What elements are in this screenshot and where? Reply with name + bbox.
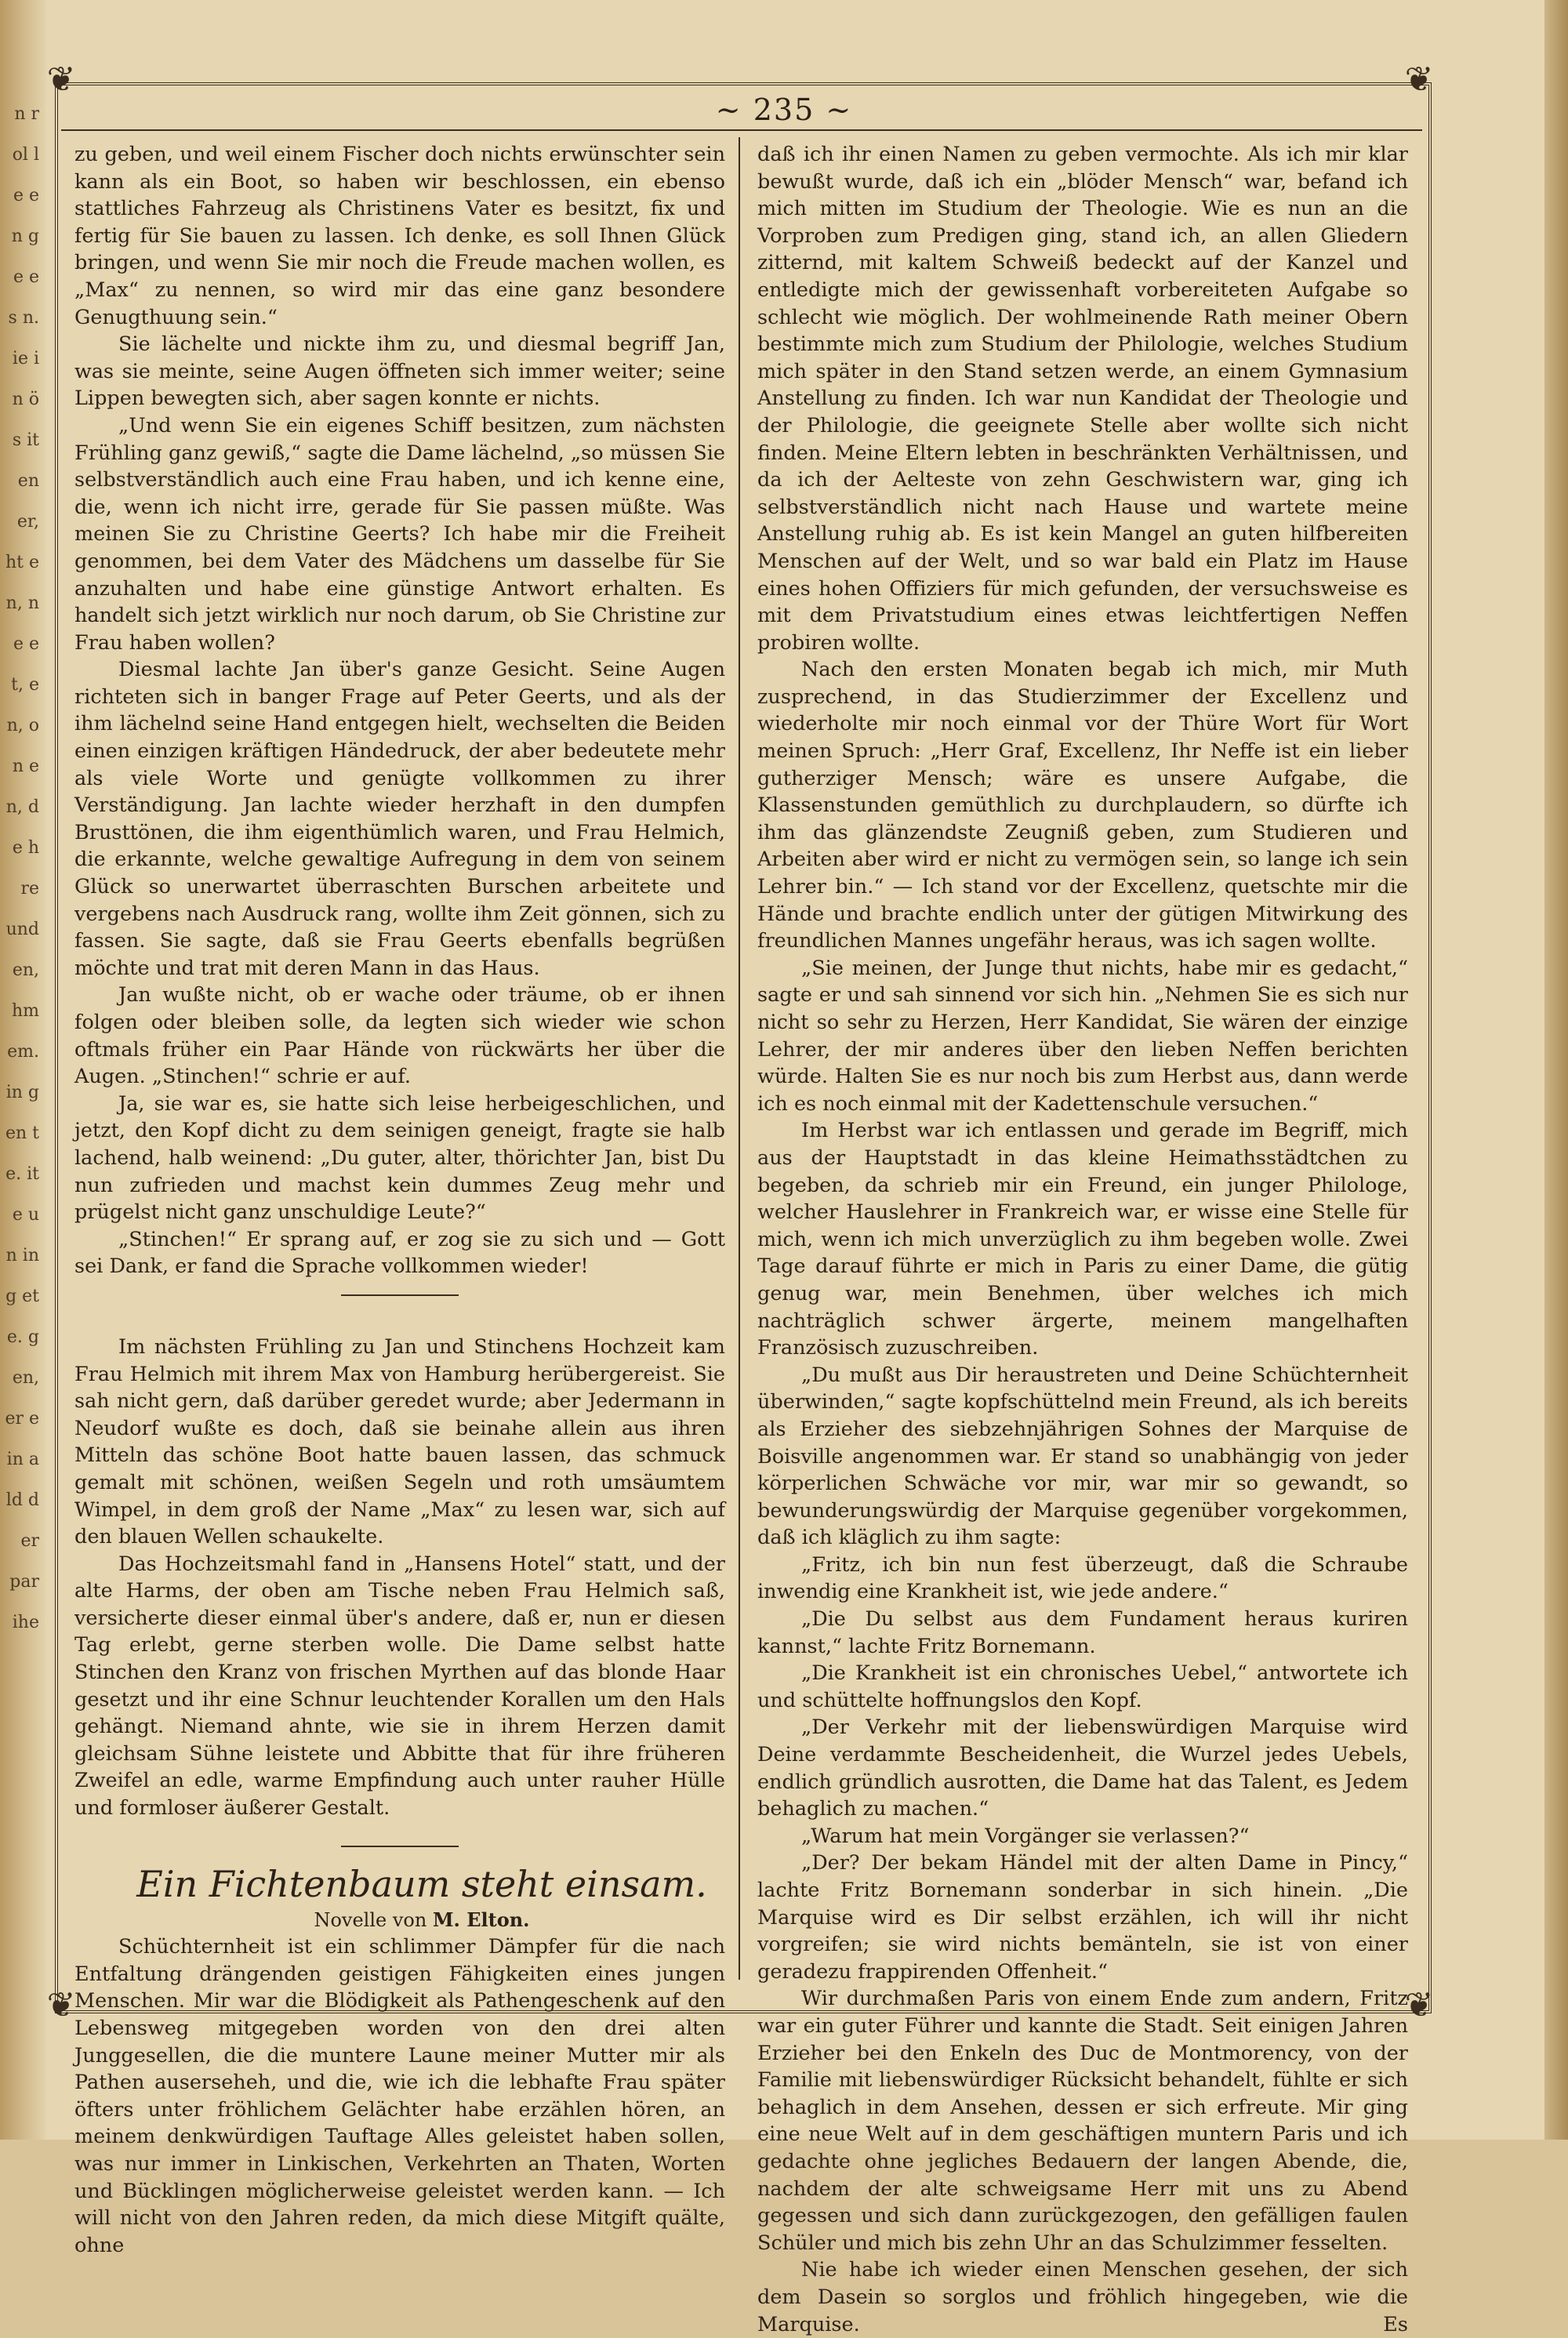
byline-author: M. Elton. xyxy=(432,1908,530,1931)
section-separator xyxy=(341,1846,459,1847)
page-header xyxy=(0,93,1568,127)
header-rule xyxy=(61,129,1422,131)
column-divider xyxy=(739,137,740,1980)
paragraph: Im Herbst war ich entlassen und gerade im Begriff, mich aus der Hauptstadt in das kleine Heimathsstädtchen zu begeben, da schrieb mir ein Freund, ein junger Philologe, welcher Hauslehrer in Frankreich war, er wisse eine Stelle für mich, wenn ich mich unverzüglich zu ihm begeben wolle. Zwei Tage darauf führte er mich in Paris zu einer Dame, die gütig genug war, mein Benehmen, über welches ich mich nachträglich schwer ärgerte, meinem mangelhaften Französisch zuzuschreiben. xyxy=(757,1119,1408,1360)
paragraph: „Sie meinen, der Junge thut nichts, habe mir es gedacht,“ sagte er und sah sinnend vor sich hin. „Nehmen Sie es sich nur nicht so sehr zu Herzen, Herr Kandidat, Sie wären der einzige Lehrer, der mir anderes über den lieben Neffen berichten würde. Halten Sie es nur noch bis zum Herbst aus, dann werde ich es noch einmal mit der Kadettenschule versuchen.“ xyxy=(757,956,1408,1116)
story-byline xyxy=(74,1907,725,1934)
adjacent-page-gutter xyxy=(0,0,45,2140)
paragraph: Im nächsten Frühling zu Jan und Stinchens Hochzeit kam Frau Helmich mit ihrem Max von Hamburg herübergereist. Sie sah nicht gern, daß darüber geredet wurde; aber Jedermann in Neudorf wußte es doch, daß sie beinahe allein aus ihren Mitteln das schöne Boot hatte bauen lassen, das schmuck gemalt mit schönen, weißen Segeln und roth umsäumtem Wimpel, in dem groß der Name „Max“ zu lesen war, sich auf den blauen Wellen schaukelte. xyxy=(74,1334,725,1549)
corner-ornament-top-left: ❦ xyxy=(46,60,76,100)
left-column xyxy=(74,141,725,2257)
paragraph: „Stinchen!“ Er sprang auf, er zog sie zu sich und — Gott sei Dank, er fand die Sprache vollkommen wieder! xyxy=(74,1227,725,1279)
page-number: 235 xyxy=(753,93,815,127)
paragraph: Ja, sie war es, sie hatte sich leise herbeigeschlichen, und jetzt, den Kopf dicht zu dem seinigen geneigt, fragte sie halb lachend, halb weinend: „Du guter, alter, thörichter Jan, bist Du nun zufrieden und machst kein dummes Zeug mehr und prügelst nicht ganz unschuldige Leute?“ xyxy=(74,1091,725,1225)
paragraph: „Der Verkehr mit der liebenswürdigen Marquise wird Deine verdammte Bescheidenheit, die Wurzel jedes Uebels, endlich gründlich ausrotten, die Dame hat das Talent, es Jedem behaglich zu machen.“ xyxy=(757,1715,1408,1821)
paragraph: Schüchternheit ist ein schlimmer Dämpfer für die nach Entfaltung drängenden geistigen Fähigkeiten eines jungen Menschen. Mir war die Blödigkeit als Pathengeschenk auf den Lebensweg mitgegeben worden von den drei alten Junggesellen, die die muntere Laune meiner Mutter mir als Pathen auserseheh, und die, wie ich die lebhafte Frau später öfters unter fröhlichem Gelächter habe erzählen hören, an meinem denkwürdigen Tauftage Alles geleistet haben sollen, was nur immer in Linkischen, Verkehrten an Thaten, Worten und Bücklingen möglicherweise geleistet werden kann. — Ich will nicht von den Jahren reden, da mich diese Mitgift quälte, ohne xyxy=(74,1935,725,2257)
header-ornament-right: ~ xyxy=(826,93,853,127)
story-title: Ein Fichtenbaum steht einsam. xyxy=(136,1862,707,1905)
paragraph: Nie habe ich wieder einen Menschen gesehen, der sich dem Dasein so sorglos und fröhlich hingegeben, wie die Marquise. Es xyxy=(757,2258,1408,2336)
page-edge xyxy=(1544,0,1568,2140)
paragraph: Nach den ersten Monaten begab ich mich, mir Muth zusprechend, in das Studierzimmer der Excellenz und wiederholte mir noch einmal vor der Thüre Wort für Wort meinen Spruch: „Herr Graf, Excellenz, Ihr Neffe ist ein lieber gutherziger Mensch; wäre es unsere Aufgabe, die Klassenstunden gemüthlich zu durchplaudern, so dürfte ich ihm das glänzendste Zeugniß geben, zum Studieren und Arbeiten aber wird er nicht zu vermögen sein, so lange ich sein Lehrer bin.“ — Ich stand vor der Excellenz, quetschte mir die Hände und brachte endlich unter der gütigen Mitwirkung des freundlichen Mannes ungefähr heraus, was ich sagen wollte. xyxy=(757,658,1408,953)
paragraph: „Fritz, ich bin nun fest überzeugt, daß die Schraube inwendig eine Krankheit ist, wie jede andere.“ xyxy=(757,1552,1408,1604)
paragraph: „Warum hat mein Vorgänger sie verlassen?“ xyxy=(801,1824,1250,1848)
paragraph: Das Hochzeitsmahl fand in „Hansens Hotel“ statt, und der alte Harms, der oben am Tische neben Frau Helmich saß, versicherte dieser einmal über's andere, daß er, nun er diesen Tag erlebt, gerne sterben wolle. Die Dame selbst hatte Stinchen den Kranz von frischen Myrthen auf das blonde Haar gesetzt und ihr eine Schnur leuchtender Korallen um den Hals gehängt. Niemand ahnte, wie sie in ihrem Herzen damit gleichsam Sühne leistete und Abbitte that für ihre früheren Zweifel an edle, warme Empfindung auch unter rauher Hülle und formloser äußerer Gestalt. xyxy=(74,1552,725,1821)
corner-ornament-top-right: ❦ xyxy=(1404,60,1434,100)
byline-prefix: Novelle von xyxy=(314,1908,427,1931)
paragraph: „Die Krankheit ist ein chronisches Uebel,“ antwortete ich und schüttelte hoffnungslos den Kopf. xyxy=(757,1661,1408,1712)
paragraph: Diesmal lachte Jan über's ganze Gesicht. Seine Augen richteten sich in banger Frage auf Peter Geerts, und als der ihm lächelnd seine Hand entgegen hielt, wechselten die Beiden einen einzigen kräftigen Händedruck, der aber bedeutete mehr als viele Worte und genügte vollkommen zu ihrer Verständigung. Jan lachte wieder herzhaft in den dumpfen Brusttönen, die ihm eigenthümlich waren, und Frau Helmich, die erkannte, welche gewaltige Aufregung in dem von seinem Glück so unerwartet überraschten Burschen arbeitete und vergebens nach Ausdruck rang, wollte ihm Zeit gönnen, sich zu fassen. Sie sagte, daß sie Frau Geerts ebenfalls begrüßen möchte und trat mit deren Mann in das Haus. xyxy=(74,658,725,980)
paragraph: „Du mußt aus Dir heraustreten und Deine Schüchternheit überwinden,“ sagte kopfschüttelnd mein Freund, als ich bereits als Erzieher des siebzehnjährigen Sohnes der Marquise de Boisville angenommen war. Er stand so unabhängig von jeder körperlichen Schwäche vor mir, war mir so gewandt, so bewunderungswürdig der Marquise gegenüber vorgekommen, daß ich kläglich zu ihm sagte: xyxy=(757,1363,1408,1550)
paragraph: „Und wenn Sie ein eigenes Schiff besitzen, zum nächsten Frühling ganz gewiß,“ sagte die Dame lächelnd, „so müssen Sie selbstverständlich auch eine Frau haben, und ich kenne eine, die, wenn ich nicht irre, gerade für Sie passen müßte. Was meinen Sie zu Christine Geerts? Ich habe mir die Freiheit genommen, bei dem Vater des Mädchens um dasselbe für Sie anzuhalten und habe eine günstige Antwort erhalten. Es handelt sich jetzt wirklich nur noch darum, ob Sie Christine zur Frau haben wollen? xyxy=(74,413,725,655)
spacer xyxy=(74,1310,725,1334)
paragraph: „Die Du selbst aus dem Fundament heraus kuriren kannst,“ lachte Fritz Bornemann. xyxy=(757,1607,1408,1658)
paragraph: daß ich ihr einen Namen zu geben vermochte. Als ich mir klar bewußt wurde, daß ich ein „blöder Mensch“ war, befand ich mich mitten im Studium der Theologie. Wie es nun an die Vorproben zum Predigen ging, stand ich, an allen Gliedern zitternd, mit kaltem Schweiß bedeckt auf der Kanzel und entledigte mich der gewissenhaft vorbereiteten Aufgabe so schlecht wie möglich. Der wohlmeinende Rath meiner Obern bestimmte mich zum Studium der Philologie, welches Studium mich später in den Stand setzen werde, an einem Gymnasium Anstellung zu finden. Ich war nun Kandidat der Theologie und der Philologie, die geeignete Stelle aber wollte sich nicht finden. Meine Eltern lebten in beschränkten Verhältnissen, und da ich der Aelteste von zehn Geschwistern war, ging ich selbstverständlich nicht nach Hause und wartete meine Anstellung ruhig ab. Es ist kein Mangel an guten hilfbereiten Menschen auf der Welt, und so war bald ein Platz im Hause eines hohen Offiziers für mich gefunden, der versuchsweise es mit dem Privatstudium eines etwas leichtfertigen Neffen probiren wollte. xyxy=(757,143,1408,655)
corner-ornament-bottom-right: ❦ xyxy=(1404,1985,1434,2025)
paragraph: Jan wußte nicht, ob er wache oder träume, ob er ihnen folgen oder bleiben solle, da legten sich wieder wie schon oftmals früher ein Paar Hände von rückwärts her über die Augen. „Stinchen!“ schrie er auf. xyxy=(74,983,725,1089)
right-column xyxy=(757,141,1408,2336)
paragraph: zu geben, und weil einem Fischer doch nichts erwünschter sein kann als ein Boot, so haben wir beschlossen, ein ebenso stattliches Fahrzeug als Christinens Vater es besitzt, fix und fertig für Sie bauen zu lassen. Ich denke, es soll Ihnen Glück bringen, und wenn Sie mir noch die Freude machen wollen, es „Max“ zu nennen, so wird mir das eine ganz besondere Genugthuung sein.“ xyxy=(74,143,725,329)
paragraph: Wir durchmaßen Paris von einem Ende zum andern, Fritz war ein guter Führer und kannte die Stadt. Seit einigen Jahren Erzieher bei den Enkeln des Duc de Montmorency, von der Familie mit liebenswürdiger Rücksicht behandelt, fühlte er sich behaglich in dem Ansehen, dessen er sich erfreute. Mir ging eine neue Welt auf in dem geschäftigen muntern Paris und ich gedachte ohne jegliches Bedauern der langen Abende, die, nachdem der alte schweigsame Herr mit uns zu Abend gegessen und sich dann zurückgezogen, den gefälligen faulen Schüler und mich bis zehn Uhr an das Schulzimmer fesselten. xyxy=(757,1987,1408,2255)
paragraph: „Der? Der bekam Händel mit der alten Dame in Pincy,“ lachte Fritz Bornemann sonderbar in sich hinein. „Die Marquise wird es Dir selbst erzählen, ich will ihr nicht vorgreifen; sie wird nichts bemänteln, sie ist von einer geradezu frappirenden Offenheit.“ xyxy=(757,1851,1408,1984)
paragraph: Sie lächelte und nickte ihm zu, und diesmal begriff Jan, was sie meinte, seine Augen öffneten sich immer weiter; seine Lippen bewegten sich, aber sagen konnte er nichts. xyxy=(74,332,725,411)
corner-ornament-bottom-left: ❦ xyxy=(46,1985,76,2025)
header-ornament-left: ~ xyxy=(715,93,742,127)
gutter-text-fragment: n r ol le en ge es n. ie in ös it en er, ht en, ne et, en, on en, de hre und en, hm em. in gen te. ite un ing ete. gen, er ein ald der par ihe xyxy=(5,104,39,1632)
section-separator xyxy=(341,1294,459,1296)
